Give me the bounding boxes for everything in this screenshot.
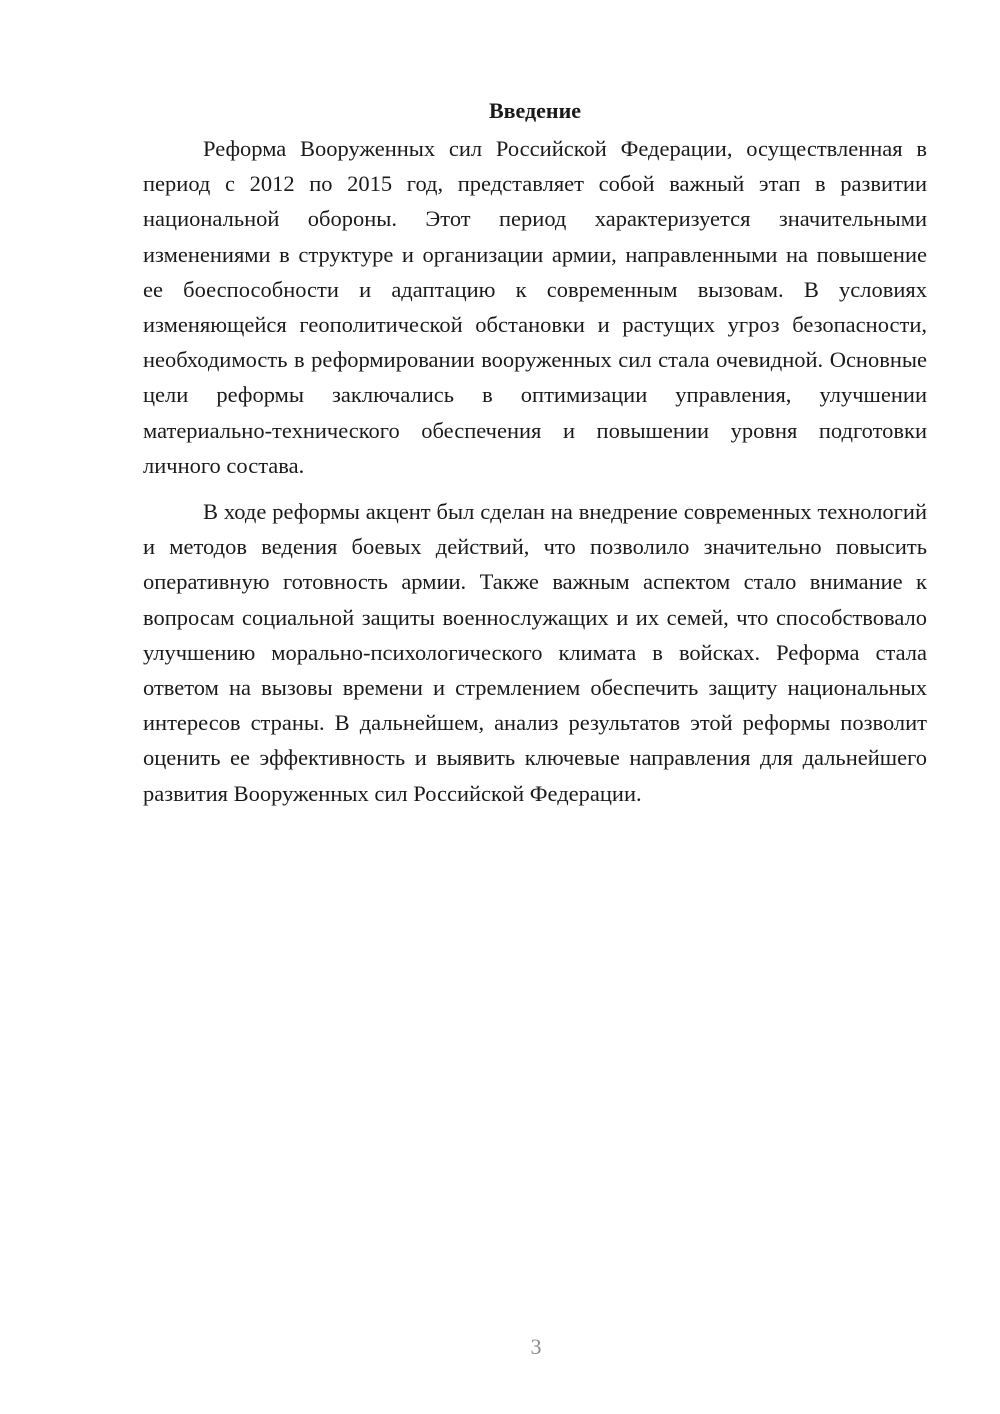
paragraph-1: Реформа Вооруженных сил Российской Федерации, осуществленная в период с 2012 по 2015 год, представляет собой важный этап в развитии национальной обороны. Этот период характеризуется значительными изменениями в структуре и организации армии, направленными на повышение ее боеспособности и адаптацию к современным вызовам. В условиях изменяющейся геополитической обстановки и растущих угроз безопасности, необходимость в реформировании вооруженных сил стала очевидной. Основные цели реформы заключались в оптимизации управления, улучшении материально-технического обеспечения и повышении уровня подготовки личного состава. [143, 136, 927, 478]
page-number: 3 [530, 1334, 542, 1359]
section-title: Введение [488, 98, 582, 123]
paragraph-2: В ходе реформы акцент был сделан на внедрение современных технологий и методов ведения боевых действий, что позволило значительно повысить оперативную готовность армии. Также важным аспектом стало внимание к вопросам социальной защиты военнослужащих и их семей, что способствовало улучшению морально-психологического климата в войсках. Реформа стала ответом на вызовы времени и стремлением обеспечить защиту национальных интересов страны. В дальнейшем, анализ результатов этой реформы позволит оценить ее эффективность и выявить ключевые направления для дальнейшего развития Вооруженных сил Российской Федерации. [143, 499, 927, 806]
page-content [143, 96, 927, 811]
